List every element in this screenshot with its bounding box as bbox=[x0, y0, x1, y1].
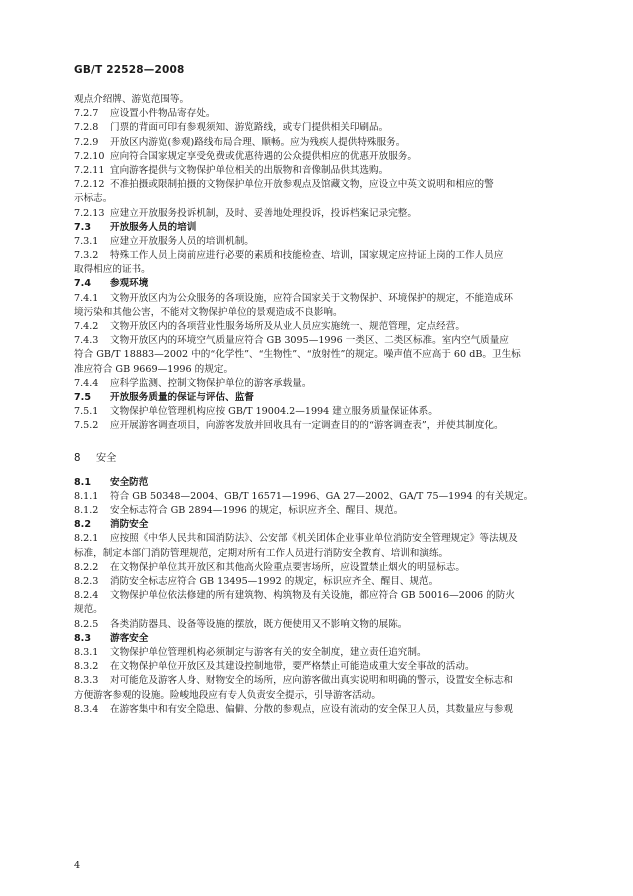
clause-number: 7.5.1 bbox=[74, 406, 99, 418]
clause-text: 观点介绍牌、游览范围等。 bbox=[74, 94, 190, 105]
clause-number: 7.3.1 bbox=[74, 235, 99, 247]
clause-text: 文物开放区内的环境空气质量应符合 GB 3095—1996 一类区、二类区标准。室内空气质量应 bbox=[110, 335, 509, 347]
clause-line bbox=[74, 306, 560, 320]
clause-line bbox=[74, 249, 560, 263]
clause-text: 文物开放区内为公众服务的各项设施，应符合国家关于文物保护、环境保护的规定，不能造成环 bbox=[110, 292, 513, 304]
clause-number: 8.2.1 bbox=[74, 533, 99, 545]
clause-line bbox=[74, 703, 560, 717]
clause-text: 开放服务人员的培训 bbox=[110, 221, 197, 233]
clause-line bbox=[74, 504, 560, 518]
clause-line bbox=[74, 377, 560, 391]
clause-number: 7.2.10 bbox=[74, 150, 105, 162]
clause-line bbox=[74, 561, 560, 575]
clause-text: 方便游客参观的设施。险峻地段应有专人负责安全提示，引导游客活动。 bbox=[74, 689, 381, 701]
clause-line bbox=[74, 320, 560, 334]
clause-number: 8.2.5 bbox=[74, 618, 99, 630]
clause-text: 应科学监测、控制文物保护单位的游客承载量。 bbox=[110, 377, 312, 389]
clause-line bbox=[74, 646, 560, 660]
clause-line bbox=[74, 136, 560, 150]
section-heading bbox=[74, 221, 560, 235]
clause-line bbox=[74, 192, 560, 206]
clause-text: 文物保护单位依法修建的所有建筑物、构筑物及有关设施，都应符合 GB 50016—2006 的防火 bbox=[110, 590, 515, 602]
clause-number: 8.1.2 bbox=[74, 505, 99, 517]
clause-text: 安全防范 bbox=[110, 476, 149, 488]
clause-text: 宜向游客提供与文物保护单位相关的出版物和音像制品供其选购。 bbox=[110, 164, 389, 176]
clause-line bbox=[74, 405, 560, 419]
clause-line bbox=[74, 660, 560, 674]
clause-number: 7.3.2 bbox=[74, 250, 99, 262]
clause-number: 8.2.4 bbox=[74, 590, 99, 602]
clause-number: 7.3 bbox=[74, 221, 91, 233]
clause-line bbox=[74, 178, 560, 192]
clause-text: 取得相应的证书。 bbox=[74, 264, 151, 276]
clause-number: 8.2 bbox=[74, 519, 91, 531]
clause-line bbox=[74, 490, 560, 504]
clause-text: 规范。 bbox=[74, 604, 103, 616]
clause-text: 开放区内游览(参观)路线布局合理、顺畅。应为残疾人提供特殊服务。 bbox=[110, 136, 406, 148]
clause-line bbox=[74, 532, 560, 546]
standard-header: GB/T 22528—2008 bbox=[74, 64, 185, 76]
clause-number: 7.2.13 bbox=[74, 207, 105, 219]
clause-text: 在文物保护单位开放区及其建设控制地带，要严格禁止可能造成重大安全事故的活动。 bbox=[110, 661, 475, 673]
clause-text: 各类消防器具、设备等设施的摆放，既方便使用又不影响文物的展陈。 bbox=[110, 618, 408, 630]
clause-text: 准应符合 GB 9669—1996 的规定。 bbox=[74, 363, 234, 375]
document-body bbox=[74, 93, 560, 717]
clause-number: 7.2.12 bbox=[74, 179, 105, 191]
clause-line bbox=[74, 235, 560, 249]
section-heading bbox=[74, 476, 560, 490]
clause-text: 标准，制定本部门消防管理规范，定期对所有工作人员进行消防安全教育、培训和演练。 bbox=[74, 547, 449, 559]
section-heading bbox=[74, 632, 560, 646]
clause-line bbox=[74, 263, 560, 277]
clause-line bbox=[74, 363, 560, 377]
clause-number: 8.3.3 bbox=[74, 675, 99, 687]
clause-line bbox=[74, 618, 560, 632]
clause-text: 对可能危及游客人身、财物安全的场所，应向游客做出真实说明和明确的警示，设置安全标志和 bbox=[110, 675, 513, 687]
clause-text: 开放服务质量的保证与评估、监督 bbox=[110, 391, 254, 403]
clause-line bbox=[74, 589, 560, 603]
clause-number: 7.2.9 bbox=[74, 136, 99, 148]
clause-number: 8.3 bbox=[74, 632, 91, 644]
clause-text: 应建立开放服务投诉机制，及时、妥善地处理投诉，投诉档案记录完整。 bbox=[110, 207, 417, 219]
clause-text: 文物保护单位管理机构应按 GB/T 19004.2—1994 建立服务质量保证体系。 bbox=[110, 406, 438, 418]
clause-number: 7.5.2 bbox=[74, 420, 99, 432]
clause-text: 游客安全 bbox=[110, 632, 149, 644]
clause-number: 7.4 bbox=[74, 278, 91, 290]
clause-line bbox=[74, 348, 560, 362]
clause-text: 文物开放区内的各项营业性服务场所及从业人员应实施统一、规范管理，定点经营。 bbox=[110, 321, 465, 332]
clause-text: 境污染和其他公害，不能对文物保护单位的景观造成不良影响。 bbox=[74, 306, 343, 318]
clause-text: 应建立开放服务人员的培训机制。 bbox=[110, 235, 254, 247]
clause-line bbox=[74, 547, 560, 561]
clause-line bbox=[74, 107, 560, 121]
clause-number: 8 bbox=[74, 452, 81, 464]
clause-text: 在文物保护单位其开放区和其他高火险重点要害场所，应设置禁止烟火的明显标志。 bbox=[110, 561, 465, 573]
section-heading bbox=[74, 277, 560, 291]
clause-text: 消防安全 bbox=[110, 519, 149, 531]
section-heading bbox=[74, 518, 560, 532]
clause-number: 7.4.2 bbox=[74, 321, 99, 332]
clause-line bbox=[74, 150, 560, 164]
clause-number: 7.2.7 bbox=[74, 108, 99, 120]
chapter-heading bbox=[74, 452, 560, 466]
clause-text: 消防安全标志应符合 GB 13495—1992 的规定，标识应齐全、醒目、规范。 bbox=[110, 576, 439, 587]
clause-text: 安全 bbox=[96, 452, 117, 464]
clause-line bbox=[74, 207, 560, 221]
clause-text: 符合 GB/T 18883—2002 中的“化学性”、“生物性”、“放射性”的规定。噪声值不应高于 60 dB。卫生标 bbox=[74, 349, 521, 361]
clause-number: 8.2.2 bbox=[74, 561, 99, 573]
clause-line bbox=[74, 121, 560, 135]
clause-text: 应向符合国家规定享受免费或优惠待遇的公众提供相应的优惠开放服务。 bbox=[110, 150, 417, 162]
clause-line bbox=[74, 164, 560, 178]
clause-number: 8.3.4 bbox=[74, 703, 99, 715]
clause-number: 8.3.1 bbox=[74, 646, 99, 658]
page-number: 4 bbox=[74, 860, 81, 871]
clause-text: 不准拍摄或限制拍摄的文物保护单位开放参观点及馆藏文物，应设立中英文说明和相应的警 bbox=[110, 179, 494, 191]
clause-text: 参观环境 bbox=[110, 278, 149, 290]
clause-text: 安全标志符合 GB 2894—1996 的规定，标识应齐全、醒目、规范。 bbox=[110, 505, 404, 517]
clause-text: 应按照《中华人民共和国消防法》、公安部《机关团体企业事业单位消防安全管理规定》等法规及 bbox=[110, 533, 518, 545]
section-heading bbox=[74, 391, 560, 405]
clause-number: 7.2.8 bbox=[74, 122, 99, 134]
clause-line bbox=[74, 689, 560, 703]
clause-number: 7.5 bbox=[74, 391, 91, 403]
clause-number: 8.1 bbox=[74, 476, 91, 488]
clause-text: 符合 GB 50348—2004、GB/T 16571—1996、GA 27—2002、GA/T 75—1994 的有关规定。 bbox=[110, 490, 534, 502]
clause-number: 7.4.4 bbox=[74, 377, 99, 389]
clause-text: 应开展游客调查项目，向游客发放并回收具有一定调查目的的“游客调查表”，并使其制度化。 bbox=[110, 420, 504, 432]
clause-line bbox=[74, 419, 560, 433]
clause-text: 在游客集中和有安全隐患、偏僻、分散的参观点，应设有流动的安全保卫人员，其数量应与参观 bbox=[110, 703, 513, 715]
clause-line bbox=[74, 603, 560, 617]
clause-text: 应设置小件物品寄存处。 bbox=[110, 108, 216, 120]
clause-line bbox=[74, 93, 560, 107]
clause-line bbox=[74, 334, 560, 348]
clause-number: 8.3.2 bbox=[74, 661, 99, 673]
clause-text: 文物保护单位管理机构必须制定与游客有关的安全制度，建立责任追究制。 bbox=[110, 646, 427, 658]
clause-text: 门票的背面可印有参观须知、游览路线，或专门提供相关印刷品。 bbox=[110, 122, 389, 134]
clause-text: 示标志。 bbox=[74, 193, 113, 205]
clause-number: 7.2.11 bbox=[74, 164, 105, 176]
clause-number: 7.4.1 bbox=[74, 292, 99, 304]
clause-number: 7.4.3 bbox=[74, 335, 99, 347]
clause-number: 8.2.3 bbox=[74, 576, 99, 587]
clause-line bbox=[74, 674, 560, 688]
clause-text: 特殊工作人员上岗前应进行必要的素质和技能检查、培训，国家规定应持证上岗的工作人员应 bbox=[110, 250, 504, 262]
clause-line bbox=[74, 292, 560, 306]
clause-line bbox=[74, 575, 560, 589]
clause-number: 8.1.1 bbox=[74, 490, 99, 502]
